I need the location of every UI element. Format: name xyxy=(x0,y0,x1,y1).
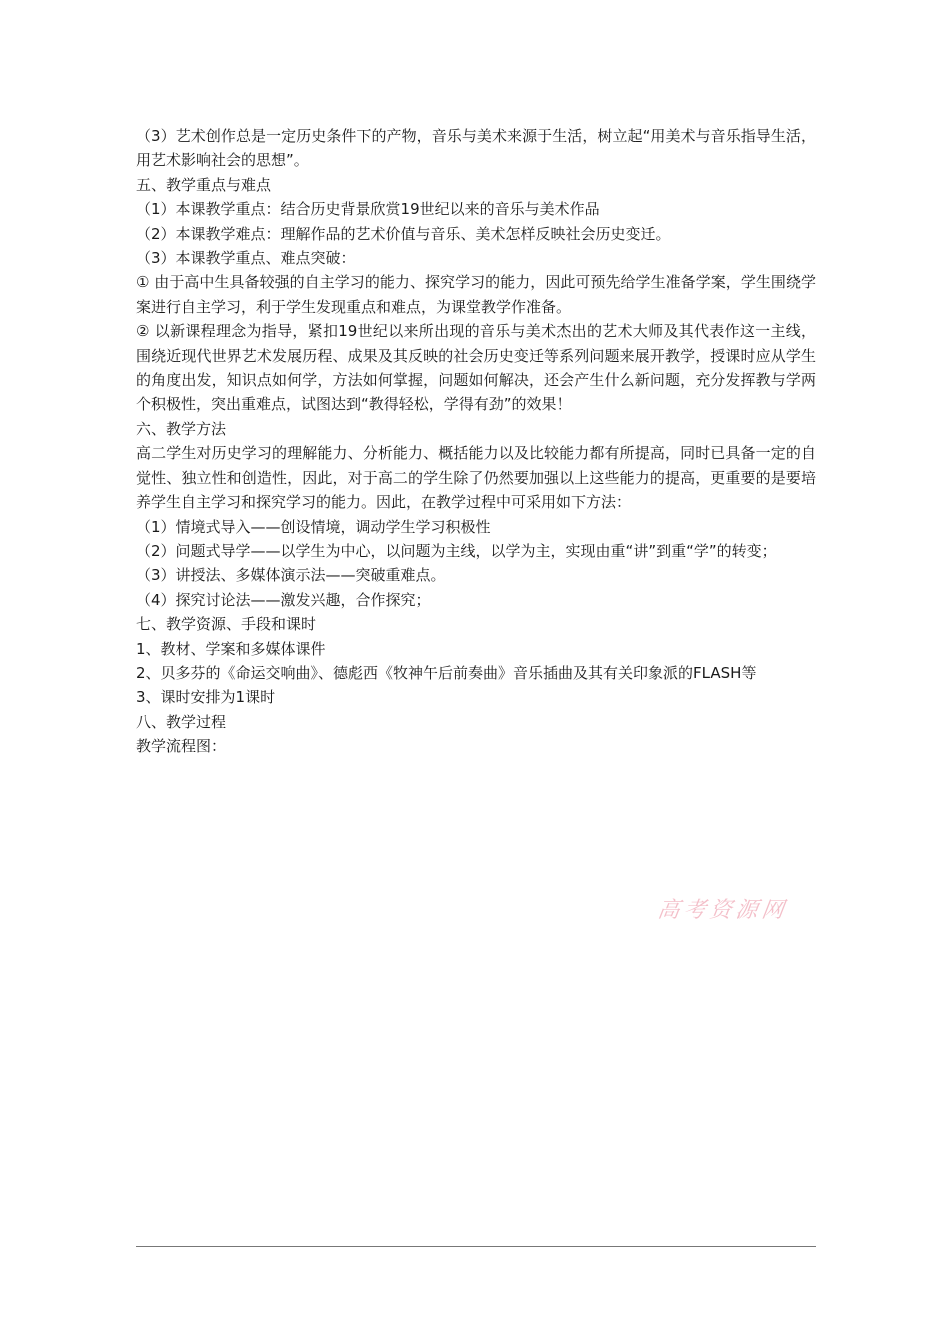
paragraph-breakthrough-1: ① 由于高中生具备较强的自主学习的能力、探究学习的能力，因此可预先给学生准备学案，学生围绕学案进行自主学习，利于学生发现重点和难点，为课堂教学作准备。 xyxy=(136,273,816,316)
heading-teaching-methods: 六、教学方法 xyxy=(136,419,227,438)
paragraph-breakthrough: （3）本课教学重点、难点突破： xyxy=(136,249,356,268)
paragraph-key-point: （1）本课教学重点：结合历史背景欣赏19世纪以来的音乐与美术作品 xyxy=(136,200,600,219)
document-body xyxy=(136,124,816,759)
watermark-logo: 高考资源网 xyxy=(655,898,790,923)
paragraph-resource-1: 1、教材、学案和多媒体课件 xyxy=(136,639,326,658)
footer-divider xyxy=(136,1246,816,1247)
paragraph-resource-3: 3、课时安排为1课时 xyxy=(136,688,276,707)
paragraph-method-2: （2）问题式导学——以学生为中心，以问题为主线，以学为主，实现由重“讲”到重“学”的转变； xyxy=(136,541,777,560)
paragraph-breakthrough-2: ② 以新课程理念为指导，紧扣19世纪以来所出现的音乐与美术杰出的艺术大师及其代表作这一主线，围绕近现代世界艺术发展历程、成果及其反映的社会历史变迁等系列问题来展开教学，授课时应从学生的角度出发，知识点如何学，方法如何掌握，问题如何解决，还会产生什么新问题，充分发挥教与学两个积极性，突出重难点，试图达到“教得轻松，学得有劲”的效果！ xyxy=(136,322,816,414)
heading-teaching-process: 八、教学过程 xyxy=(136,712,227,731)
paragraph-method-3: （3）讲授法、多媒体演示法——突破重难点。 xyxy=(136,566,446,585)
heading-resources: 七、教学资源、手段和课时 xyxy=(136,615,317,634)
paragraph-art-creation: （3）艺术创作总是一定历史条件下的产物，音乐与美术来源于生活，树立起“用美术与音乐指导生活，用艺术影响社会的思想”。 xyxy=(136,127,816,170)
heading-key-points: 五、教学重点与难点 xyxy=(136,175,272,194)
paragraph-resource-2: 2、贝多芬的《命运交响曲》、德彪西《牧神午后前奏曲》音乐插曲及其有关印象派的FLASH等 xyxy=(136,663,757,682)
paragraph-flowchart-label: 教学流程图： xyxy=(136,737,227,756)
paragraph-method-4: （4）探究讨论法——激发兴趣，合作探究； xyxy=(136,590,431,609)
paragraph-difficult-point: （2）本课教学难点：理解作品的艺术价值与音乐、美术怎样反映社会历史变迁。 xyxy=(136,224,671,243)
paragraph-method-1: （1）情境式导入——创设情境，调动学生学习积极性 xyxy=(136,517,491,536)
paragraph-methods-intro: 高二学生对历史学习的理解能力、分析能力、概括能力以及比较能力都有所提高，同时已具备一定的自觉性、独立性和创造性，因此，对于高二的学生除了仍然要加强以上这些能力的提高，更重要的是要培养学生自主学习和探究学习的能力。因此，在教学过程中可采用如下方法： xyxy=(136,444,816,512)
